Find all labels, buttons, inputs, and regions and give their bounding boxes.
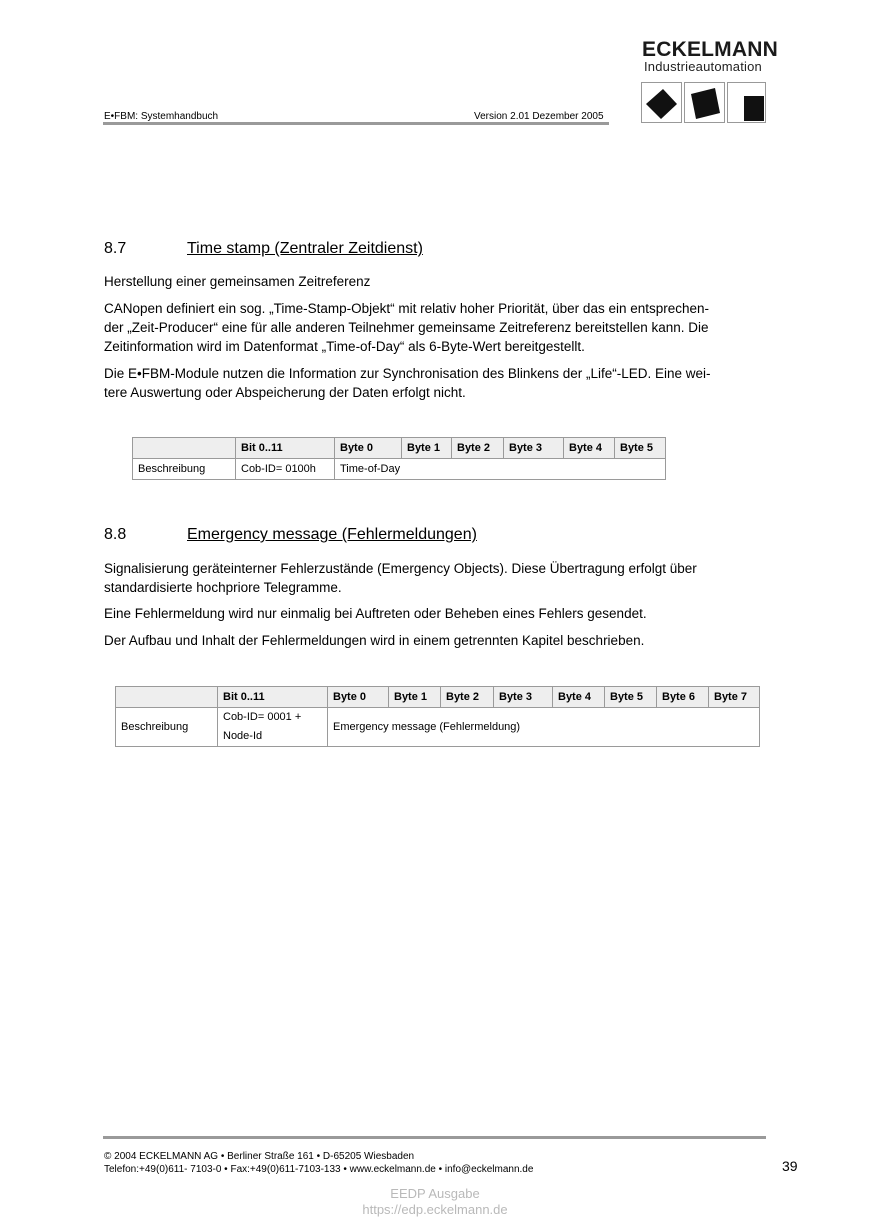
timestamp-table — [132, 437, 666, 480]
cob-id-cell: Cob-ID= 0001 + Node-Id — [218, 708, 328, 747]
row-label: Beschreibung — [133, 459, 236, 480]
table-header-cell: Byte 0 — [335, 438, 402, 459]
section-87-paragraph-2: Die E•FBM-Module nutzen die Information zur Synchronisation des Blinkens der „Life“-LED. Eine wei- tere Auswertung oder Abspeicherung der Daten erfolgt nicht. — [104, 366, 711, 400]
edition-url: https://edp.eckelmann.de — [362, 1202, 508, 1217]
header-doc-title: E•FBM: Systemhandbuch — [104, 111, 219, 122]
table-header-cell: Byte 1 — [389, 687, 441, 708]
table-header-cell: Byte 4 — [564, 438, 615, 459]
table-header-row — [116, 687, 760, 708]
table-header-cell: Bit 0..11 — [236, 438, 335, 459]
table-header-cell: Byte 2 — [452, 438, 504, 459]
table-header-cell: Byte 3 — [504, 438, 564, 459]
header-rule — [103, 122, 609, 125]
table-row — [133, 459, 666, 480]
section-87-number: 8.7 — [104, 240, 127, 257]
company-logo-subtitle: Industrieautomation — [644, 59, 762, 74]
page-number: 39 — [782, 1158, 798, 1174]
section-88-number: 8.8 — [104, 526, 127, 543]
table-header-cell: Byte 5 — [615, 438, 666, 459]
table-header-cell: Byte 4 — [553, 687, 605, 708]
content-cell: Time-of-Day — [335, 459, 666, 480]
table-header-cell: Byte 7 — [709, 687, 760, 708]
cob-id-cell: Cob-ID= 0100h — [236, 459, 335, 480]
section-87-title: Time stamp (Zentraler Zeitdienst) — [187, 240, 423, 257]
section-87-subtitle: Herstellung einer gemeinsamen Zeitreferenz — [104, 274, 371, 289]
header-version: Version 2.01 Dezember 2005 — [474, 111, 604, 122]
company-logo-mark — [641, 82, 767, 124]
section-88-paragraph-1: Signalisierung geräteinterner Fehlerzustände (Emergency Objects). Diese Übertragung erfolgt über standardisierte hochpriore Telegramme. — [104, 561, 697, 595]
table-header-cell — [133, 438, 236, 459]
table-header-cell: Byte 0 — [328, 687, 389, 708]
footer-rule — [103, 1136, 766, 1139]
footer-contact: Telefon:+49(0)611- 7103-0 • Fax:+49(0)611-7103-133 • www.eckelmann.de • info@eckelmann.de — [104, 1164, 534, 1175]
section-88-paragraph-2: Eine Fehlermeldung wird nur einmalig bei Auftreten oder Beheben eines Fehlers gesendet. — [104, 606, 647, 621]
content-cell: Emergency message (Fehlermeldung) — [328, 708, 760, 747]
table-header-cell: Byte 6 — [657, 687, 709, 708]
emergency-table — [115, 686, 760, 747]
section-88-paragraph-3: Der Aufbau und Inhalt der Fehlermeldungen wird in einem getrennten Kapitel beschrieben. — [104, 633, 645, 648]
edition-label: EEDP Ausgabe — [390, 1186, 480, 1201]
table-header-cell: Bit 0..11 — [218, 687, 328, 708]
table-header-cell: Byte 2 — [441, 687, 494, 708]
company-logo-name: ECKELMANN — [642, 38, 778, 61]
table-header-cell: Byte 1 — [402, 438, 452, 459]
section-88-title: Emergency message (Fehlermeldungen) — [187, 526, 477, 543]
table-header-cell — [116, 687, 218, 708]
table-header-cell: Byte 5 — [605, 687, 657, 708]
table-header-cell: Byte 3 — [494, 687, 553, 708]
table-header-row — [133, 438, 666, 459]
table-row — [116, 708, 760, 747]
footer-address: © 2004 ECKELMANN AG • Berliner Straße 161 • D-65205 Wiesbaden — [104, 1151, 415, 1162]
section-87-paragraph-1: CANopen definiert ein sog. „Time-Stamp-Objekt“ mit relativ hoher Priorität, über das ein entsprechen- der „Zeit-Producer“ eine für alle anderen Teilnehmer gemeinsame Zeitreferenz bereitstellen kann. Die Zeitinformation wird im Datenformat „Time-of-Day“ als 6-Byte-Wert bereitgestellt. — [104, 301, 710, 354]
row-label: Beschreibung — [116, 708, 218, 747]
